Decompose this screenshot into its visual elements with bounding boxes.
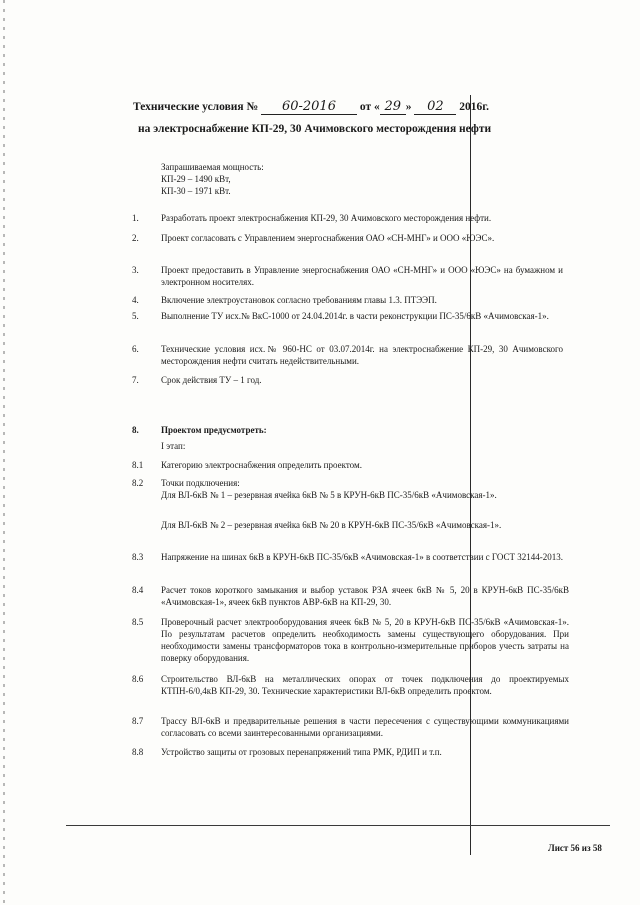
item-text: Выполнение ТУ исх.№ ВкС-1000 от 24.04.2014г. в части реконструкции ПС-35/6кВ «Ачимовская-1». [161,311,549,321]
month-field [414,99,456,115]
item-number: 5. [132,311,139,321]
item-number: 6. [132,344,139,354]
power-line: КП-30 – 1971 кВт. [161,186,231,196]
title-prefix: Технические условия № [133,101,259,113]
power-heading: Запрашиваемая мощность: [161,162,264,172]
document-title [133,99,489,115]
item-number: 8. [132,425,139,435]
item-text: Трассу ВЛ-6кВ и предварительные решения в части пересечения с существующими коммуникациями согласовать со всеми заинтересованными организациями. [161,716,569,738]
handwritten-number: 60-2016 [281,99,336,114]
item-text: Технические условия исх.№ 960-НС от 03.07.2014г. на электроснабжение КП-29, 30 Ачимовского месторождения нефти считать недействительными. [161,344,563,366]
item-number: 8.6 [132,674,144,684]
item-text: Проверочный расчет электрооборудования ячеек 6кВ № 5, 20 в КРУН-6кВ ПС-35/6кВ «Ачимовская-1». По результатам расчетов определить необходимость замены существующего оборудования. При необходимости замены трансформаторов тока в контрольно-измерительные приборов учесть затраты на поверку оборудования. [161,617,569,663]
power-line: КП-29 – 1490 кВт, [161,174,231,184]
year: 2016г. [459,101,490,113]
date-prefix: от « [359,101,380,113]
item-text: Точки подключения: [161,478,240,488]
item-text: Срок действия ТУ – 1 год. [161,375,262,385]
day-field [380,99,406,115]
item-number: 8.7 [132,716,144,726]
date-day-close: » [405,101,412,113]
item-text: Проект предоставить в Управление энергоснабжения ОАО «СН-МНГ» и ООО «ЮЭС» на бумажном и электронном носителях. [161,265,563,287]
item-text: Категорию электроснабжения определить проектом. [161,460,362,470]
document-subtitle: на электроснабжение КП-29, 30 Ачимовского месторождения нефти [138,123,492,135]
item-number: 8.8 [132,747,144,757]
scan-edge-marks [3,0,5,905]
handwritten-day: 29 [384,99,401,114]
requested-power-block [161,161,264,197]
item-text: Расчет токов короткого замыкания и выбор уставок РЗА ячеек 6кВ № 5, 20 в КРУН-6кВ ПС-35/6кВ «Ачимовская-1», ячеек 6кВ пунктов АВР-6кВ на КП-29, 30. [161,585,569,607]
item-number: 3. [132,265,139,275]
item-text: I этап: [161,441,186,451]
sheet-number: Лист 56 из 58 [548,843,602,853]
number-field [261,99,357,115]
scan-fold-line [470,95,471,855]
item-text: Проектом предусмотреть: [161,425,267,435]
footer-divider [66,825,610,826]
item-text: Разработать проект электроснабжения КП-29, 30 Ачимовского месторождения нефти. [161,213,492,223]
item-text: Устройство защиты от грозовых перенапряжений типа РМК, РДИП и т.п. [161,747,442,757]
item-number: 8.2 [132,478,144,488]
item-number: 8.1 [132,460,144,470]
item-number: 8.3 [132,552,144,562]
item-text: Проект согласовать с Управлением энергоснабжения ОАО «СН-МНГ» и ООО «ЮЭС». [161,233,495,243]
item-number: 4. [132,295,139,305]
item-text: Включение электроустановок согласно требованиям главы 1.3. ПТЭЭП. [161,295,437,305]
item-text: Напряжение на шинах 6кВ в КРУН-6кВ ПС-35/6кВ «Ачимовская-1» в соответствии с ГОСТ 32144-2013. [161,552,563,562]
item-number: 1. [132,213,139,223]
item-number: 2. [132,233,139,243]
item-text: Для ВЛ-6кВ № 2 – резервная ячейка 6кВ № 20 в КРУН-6кВ ПС-35/6кВ «Ачимовская-1». [161,520,502,530]
item-number: 8.4 [132,585,144,595]
item-text: Строительство ВЛ-6кВ на металлических опорах от точек подключения до проектируемых КТПН-6/0,4кВ КП-29, 30. Технические характеристики ВЛ-6кВ определить проектом. [161,674,569,696]
item-number: 8.5 [132,617,144,627]
item-number: 7. [132,375,139,385]
handwritten-month: 02 [427,99,444,114]
item-text: Для ВЛ-6кВ № 1 – резервная ячейка 6кВ № 5 в КРУН-6кВ ПС-35/6кВ «Ачимовская-1». [161,490,497,500]
